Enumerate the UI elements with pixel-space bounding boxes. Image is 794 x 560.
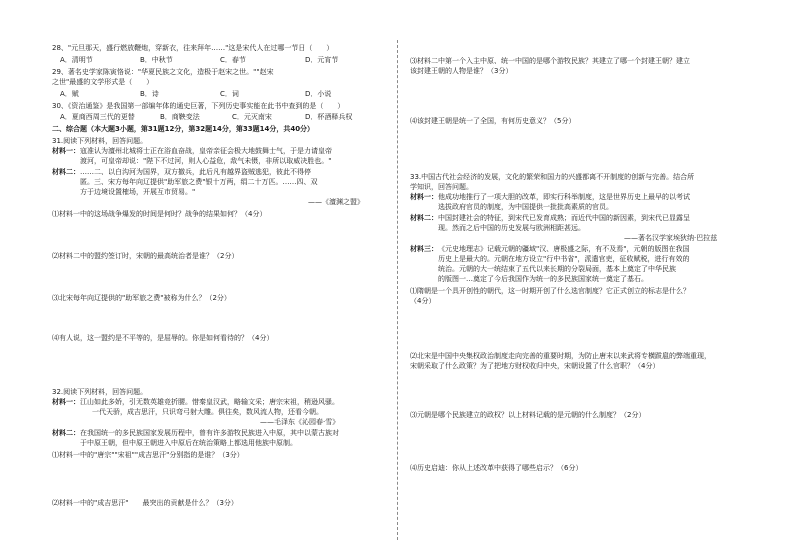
q32-material2-label: 材料二： <box>52 429 80 437</box>
q33-material2-line1: 中国封建社会的特征，到宋代已发育成熟；而近代中国的新因素，到宋代已显露呈 <box>438 214 690 222</box>
q28-option-d: D．元宵节 <box>305 56 339 64</box>
q33-material3-label: 材料三： <box>410 245 438 253</box>
section-heading: 二、综合题（本大题3小题，第31题12分，第32题14分，第33题14分，共40分） <box>52 125 315 133</box>
q32-subq2: ⑵材料一中的"成吉思汗" 最突出的贡献是什么？（3分） <box>52 499 238 507</box>
q32-source: ——毛泽东《沁园春·雪》 <box>260 418 340 426</box>
q31-material1-line1: 寇准认为澶州北城将士正在浴血奋战，皇帝亲征会极大地鼓舞士气，于是力请皇帝 <box>80 147 332 155</box>
q32-material2-line1: 在我国统一的多民族国家发展历程中，曾有许多游牧民族进入中原，其中以蒙古族对 <box>80 429 339 437</box>
q33-subq3: ⑶元朝是哪个民族建立的政权？以上材料记载的是元朝的什么制度？（2分） <box>410 411 646 419</box>
q33-material1-label: 材料一： <box>410 193 438 201</box>
q33-material3-line2: 历史上是最大的。元朝在地方设立"行中书省"，派遣官吏，征收赋税，进行有效的 <box>438 255 690 263</box>
q33-subq1-line2: （4分） <box>410 297 436 305</box>
q32-material1-line1: 江山如此多娇，引无数英雄竞折腰。惜秦皇汉武，略输文采；唐宗宋祖，稍逊风骚。 <box>80 398 339 406</box>
q31-material1-line2: 渡河，可皇帝却说："陛下不过河，则人心益危，敌气未慑，非所以取威决胜也。" <box>80 157 332 165</box>
q33-material3-line4: 的版图一…奠定了今后我国作为统一的多民族国家统一奠定了基石。 <box>438 275 648 283</box>
q30-option-c: C．元灭南宋 <box>232 113 272 121</box>
q32-material2-line2: 于中原王朝，但中原王朝进入中原后在统治策略上都选用他族中原制。 <box>80 439 297 447</box>
q30-option-a: A．夏商西周三代的更替 <box>60 113 135 121</box>
q33-subq1-line1: ⑴隋朝是一个具开创性的朝代，这一时期开创了什么选官制度？它正式创立的标志是什么？ <box>410 287 690 295</box>
q32-intro: 32.阅读下列材料，回答问题。 <box>52 388 148 396</box>
q29-stem-line1: 29、著名史学家陈寅恪说："华夏民族之文化，造极于赵宋之世。""赵宋 <box>52 68 274 76</box>
q31-source: ——《澶渊之盟》 <box>308 198 364 206</box>
q31-material2-line3: 方于边境设置榷场，开展互市贸易。" <box>80 188 196 196</box>
q33-intro-line1: 33.中国古代社会经济的发展，文化的繁荣和国力的兴盛都离不开制度的创新与完善。结合所 <box>410 173 695 181</box>
q33-material3-line1: 《元史地理志》记载元朝的疆域"汉、唐极盛之际，有不及焉"，元朝的版图在我国 <box>438 245 690 253</box>
q31-material2-line1: ……二、以白沟河为国界，双方撤兵，此后凡有越界盗贼逃犯，彼此不得停 <box>80 168 311 176</box>
q31-subq4: ⑷有人说，这一盟约是不平等的，是屈辱的。你是如何看待的？（4分） <box>52 334 274 342</box>
q33-material1-line1: 他成功地推行了一项大胆的改革，即实行科举制度，这是世界历史上最早的以考试 <box>438 193 690 201</box>
q33-subq4: ⑷历史启迪：你从上述改革中获得了哪些启示？（6分） <box>410 464 583 472</box>
q31-intro: 31.阅读下列材料，回答问题。 <box>52 137 148 145</box>
q33-source: ——著名汉学家埃狄纳·巴拉兹 <box>624 234 718 242</box>
q29-option-a: A．赋 <box>60 90 79 98</box>
q33-material2-line2: 现。然而之后中国的历史发展与欧洲相距甚远。 <box>438 224 585 232</box>
q32-subq3-line1: ⑶材料二中第一个入主中原、统一中国的是哪个游牧民族？其建立了哪一个封建王朝？建立 <box>410 57 690 65</box>
q29-option-c: C．词 <box>220 90 239 98</box>
q28-option-c: C．春节 <box>220 56 246 64</box>
q33-material2-label: 材料二： <box>410 214 438 222</box>
q33-intro-line2: 学知识，回答问题。 <box>410 183 473 191</box>
column-divider <box>397 40 398 540</box>
q32-subq4: ⑷该封建王朝是统一了全国，有何历史意义？（5分） <box>410 117 576 125</box>
q31-material2-line2: 匿。三、宋方每年向辽提供"助军旅之费"银十万两，绢二十万匹。……四、双 <box>80 178 318 186</box>
q30-stem: 30、《资治通鉴》是我国第一部编年体的通史巨著，下列历史事实能在此书中查到的是（ ） <box>52 102 345 110</box>
q32-subq1: ⑴材料一中的"唐宗""宋祖""成吉思汗"分别指的是谁？（3分） <box>52 451 244 459</box>
q33-subq2-line1: ⑵北宋是中国中央集权政治制度走向完善的重要时期，为防止唐末以来武将专横跋扈的弊端重现， <box>410 352 711 360</box>
q32-subq3-line2: 该封建王朝的人物是谁？（3分） <box>410 67 513 75</box>
q28-option-a: A．清明节 <box>60 56 93 64</box>
q31-subq2: ⑵材料二中的盟约签订时，宋朝的最高统治者是谁？（2分） <box>52 252 239 260</box>
q29-option-d: D．小说 <box>305 90 332 98</box>
q32-material1-line2: 一代天骄，成吉思汗，只识弯弓射大雕。俱往矣，数风流人物，还看今朝。 <box>92 408 323 416</box>
q33-material1-line2: 选拔政府官员的制度，为中国提供一批批高素质的官员。 <box>438 203 613 211</box>
q33-material3-line3: 统治。元朝的大一统结束了五代以来长期的分裂局面，基本上奠定了中华民族 <box>438 265 676 273</box>
q29-option-b: B．诗 <box>140 90 159 98</box>
q29-stem-line2: 之世"最盛的文学形式是（ ） <box>52 78 154 86</box>
q32-material1-label: 材料一： <box>52 398 80 406</box>
q31-material1-label: 材料一： <box>52 147 80 155</box>
q30-option-b: B．商鞅变法 <box>160 113 200 121</box>
q31-subq3: ⑶北宋每年向辽提供的"助军旅之费"被称为什么？（2分） <box>52 294 231 302</box>
q30-option-d: D．杯酒释兵权 <box>305 113 353 121</box>
q31-subq1: ⑴材料一中的这场战争爆发的时间是何时？战争的结果如何？（4分） <box>52 210 267 218</box>
q31-material2-label: 材料二： <box>52 168 80 176</box>
q28-stem: 28、"元旦那天，盛行燃放鞭炮，穿新衣，往来拜年……"这是宋代人在过哪一节日（ ） <box>52 44 334 52</box>
q33-subq2-line2: 宋朝采取了什么政策？为了把地方财权收归中央，宋朝设置了什么官职？（4分） <box>410 362 660 370</box>
q28-option-b: B．中秋节 <box>140 56 173 64</box>
